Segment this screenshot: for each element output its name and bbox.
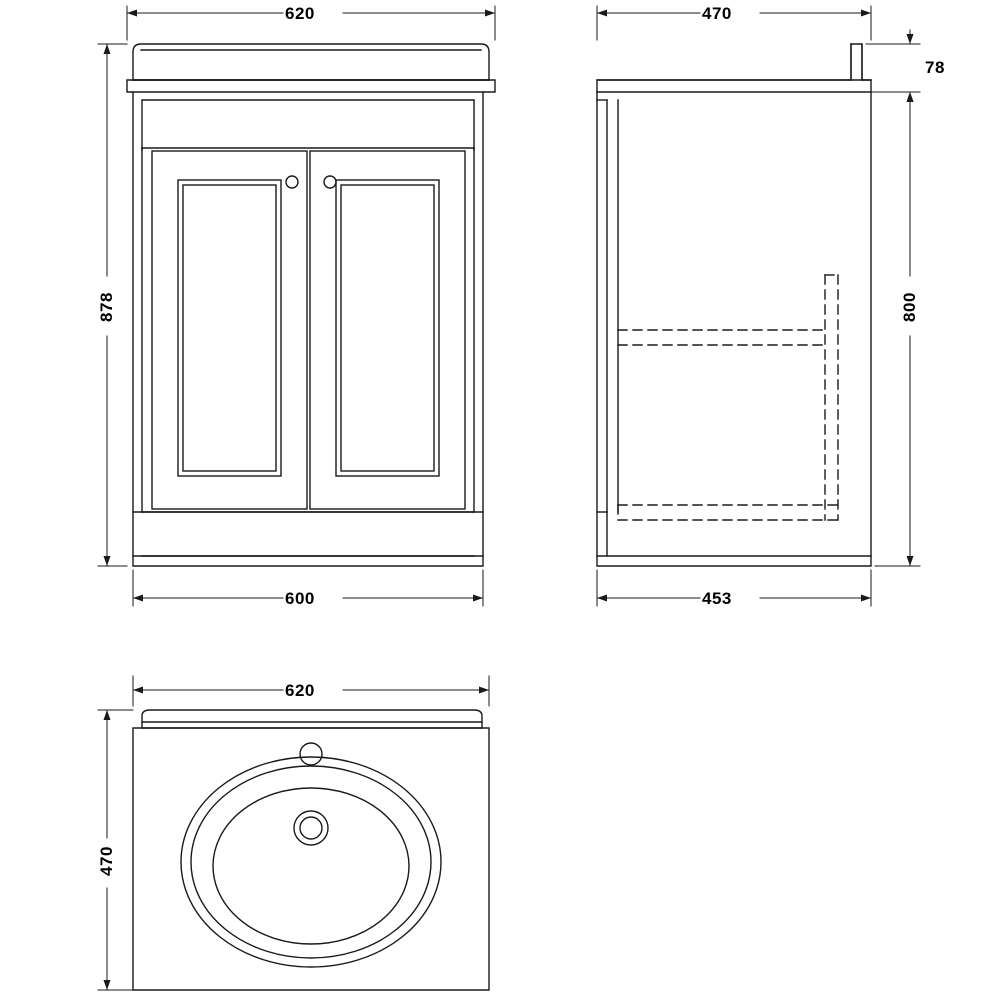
dim-side-top-depth: 470 [702,4,732,23]
side-hidden-shelf [618,275,838,520]
dimension-lines [98,6,920,990]
dim-plan-depth: 470 [97,846,116,876]
dim-side-basin-height: 78 [925,58,945,77]
dim-side-bottom-depth: 453 [702,589,732,608]
dim-plan-width: 620 [285,681,315,700]
side-elevation-view [597,44,871,566]
plan-view [133,710,489,990]
dim-front-height: 878 [97,292,116,322]
dim-front-top-width: 620 [285,4,315,23]
front-elevation-view [127,44,495,566]
dim-front-bottom-width: 600 [285,589,315,608]
dim-side-cabinet-height: 800 [900,292,919,322]
